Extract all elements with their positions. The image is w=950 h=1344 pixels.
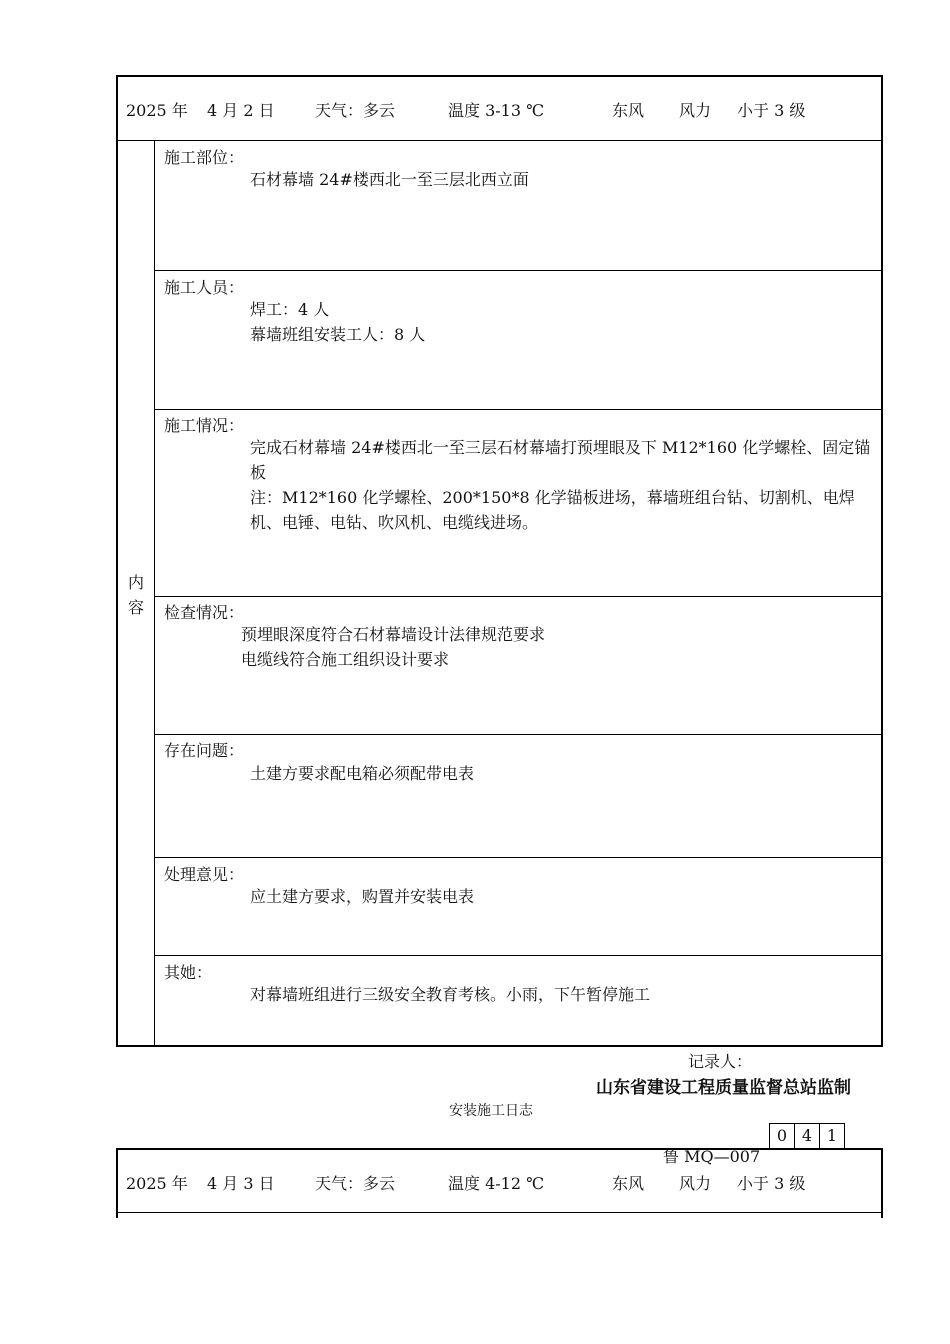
date-month-day: 4 月 2 日: [207, 101, 275, 120]
log1-frame: [116, 75, 883, 1047]
form-code: 鲁 MQ—007: [663, 1147, 761, 1166]
log1-side-divider: [154, 140, 155, 1047]
recorder-label: 记录人：: [688, 1052, 753, 1071]
issuing-organization: 山东省建设工程质量监督总站监制: [596, 1078, 851, 1098]
section-divider: [154, 734, 883, 735]
page-digit: 4: [794, 1123, 820, 1149]
wind-level: 小于 3 级: [737, 1174, 806, 1193]
wind-level: 小于 3 级: [737, 101, 806, 120]
section-line: 对幕墙班组进行三级安全教育考核。小雨，下午暂停施工: [250, 985, 651, 1004]
section-line: 应土建方要求，购置并安装电表: [250, 887, 475, 906]
page-digit: 1: [819, 1123, 845, 1149]
side-label-char: 内: [128, 573, 145, 592]
section-divider: [154, 270, 883, 271]
section-title-other: 其她：: [164, 963, 213, 982]
wind-label: 风力: [679, 101, 712, 120]
side-label-char: 容: [128, 598, 145, 617]
document-title: 安装施工日志: [449, 1103, 533, 1119]
section-line: 幕墙班组安装工人：8 人: [250, 325, 426, 344]
log1-header-divider: [116, 140, 883, 141]
date-year: 2025 年: [126, 101, 188, 120]
log1-header-row: [0, 98, 950, 120]
page-digit: 0: [769, 1123, 795, 1149]
weather: 天气：多云: [315, 101, 396, 120]
side-label-content: [128, 570, 144, 620]
temperature: 温度 3-13 ℃: [448, 101, 545, 120]
weather: 天气：多云: [315, 1174, 396, 1193]
section-title-inspection: 检查情况：: [164, 603, 245, 622]
wind-direction: 东风: [612, 101, 645, 120]
section-divider: [154, 955, 883, 956]
section-line: 石材幕墙 24#楼西北一至三层北西立面: [250, 170, 529, 189]
log2-header-row: [0, 1171, 950, 1193]
section-divider: [154, 596, 883, 597]
section-title-personnel: 施工人员：: [164, 278, 245, 297]
date-year: 2025 年: [126, 1174, 188, 1193]
section-title-problems: 存在问题：: [164, 741, 245, 760]
section-title-situation: 施工情况：: [164, 416, 245, 435]
temperature: 温度 4-12 ℃: [448, 1174, 545, 1193]
section-divider: [154, 857, 883, 858]
wind-label: 风力: [679, 1174, 712, 1193]
log2-header-divider: [116, 1212, 883, 1213]
section-line: 电缆线符合施工组织设计要求: [241, 650, 450, 669]
situation-paragraph: 完成石材幕墙 24#楼西北一至三层石材幕墙打预埋眼及下 M12*160 化学螺栓、固定锚板: [250, 438, 871, 482]
section-title-handling: 处理意见：: [164, 865, 245, 884]
date-month-day: 4 月 3 日: [207, 1174, 275, 1193]
section-divider: [154, 409, 883, 410]
section-title-location: 施工部位：: [164, 148, 245, 167]
section-line: 土建方要求配电箱必须配带电表: [250, 764, 475, 783]
section-line: 预埋眼深度符合石材幕墙设计法律规范要求: [241, 625, 546, 644]
situation-note: 注：M12*160 化学螺栓、200*150*8 化学锚板进场，幕墙班组台钻、切割机、电焊机、电锤、电钻、吹风机、电缆线进场。: [250, 488, 855, 532]
wind-direction: 东风: [612, 1174, 645, 1193]
section-line: 焊工：4 人: [250, 300, 330, 319]
